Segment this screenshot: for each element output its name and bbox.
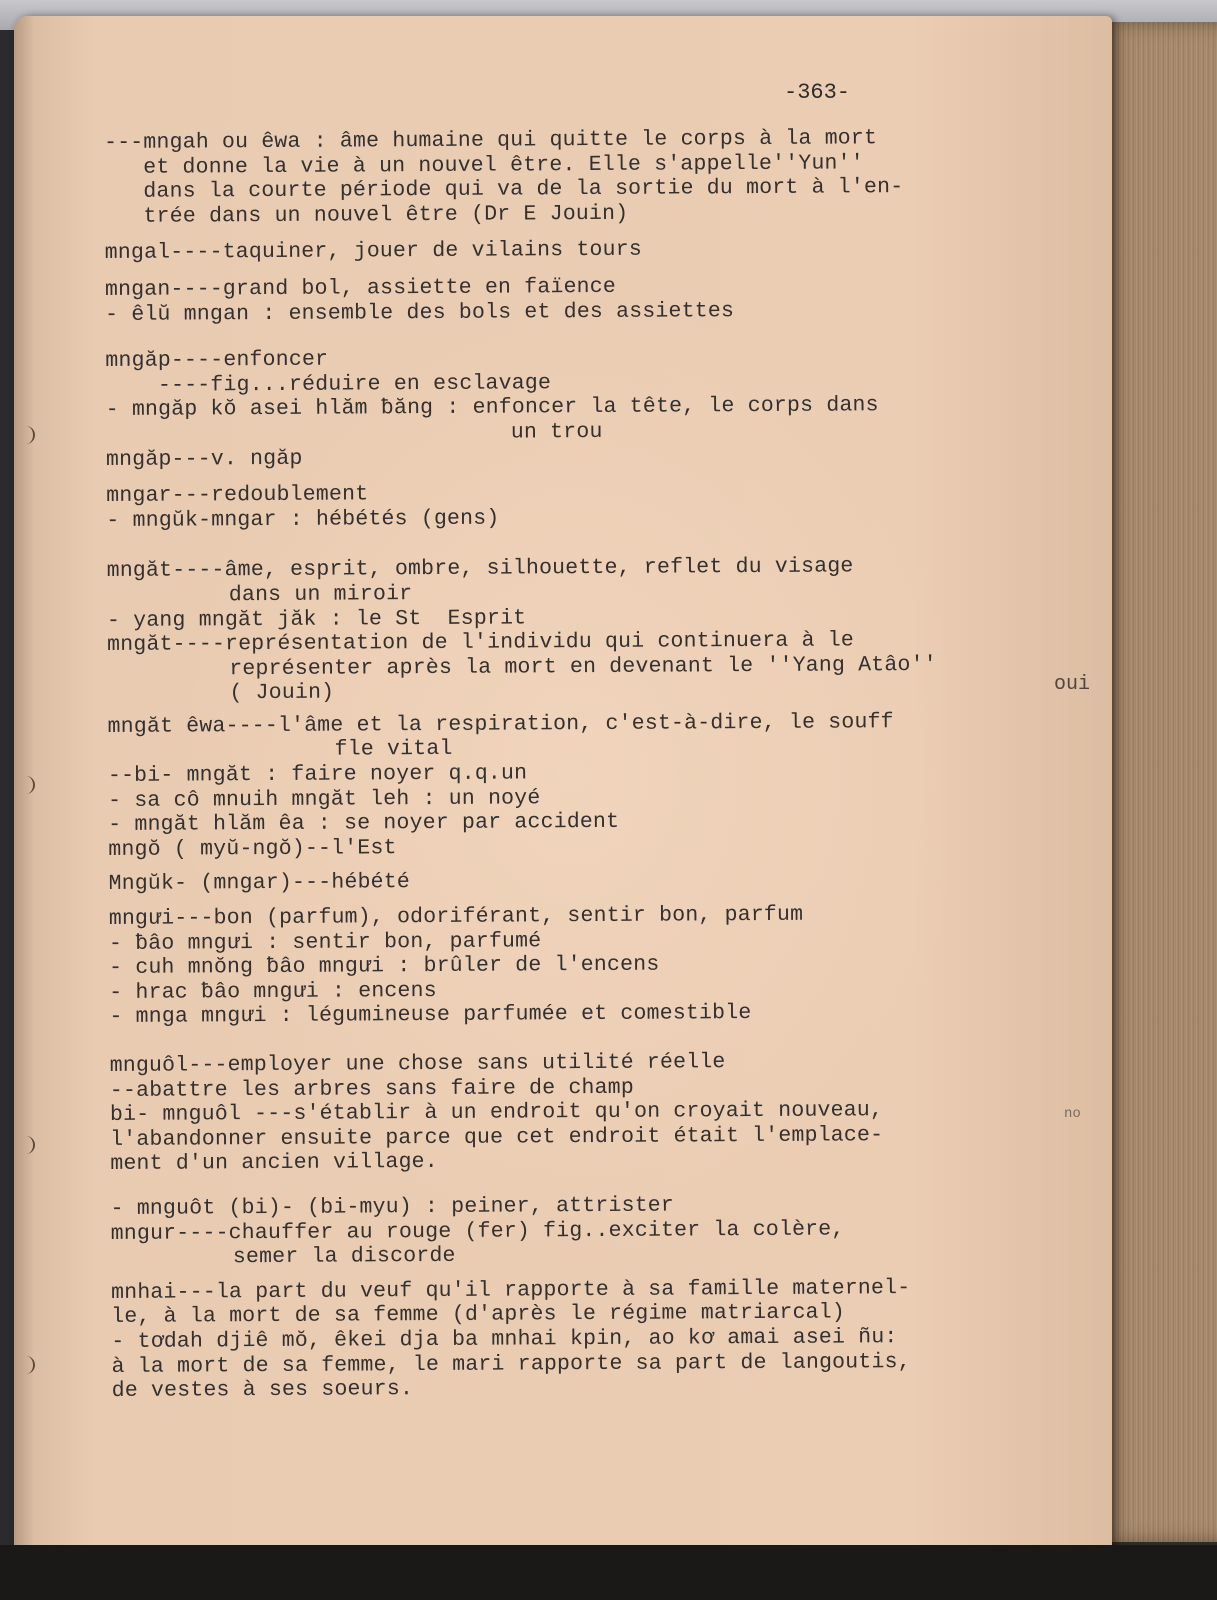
dictionary-entry [111, 1275, 1112, 1404]
entry-line: - sa cô mnuih mngăt leh : un noyé [108, 786, 541, 813]
entry-line: mngar---redoublement [106, 482, 369, 509]
dictionary-entry [107, 553, 1108, 707]
entry-line: ( Jouin) [229, 680, 335, 706]
entry-line: à la mort de sa femme, le mari rapporte sa part de langoutis, [111, 1349, 911, 1379]
entry-line: trée dans un nouvel être (Dr E Jouin) [143, 201, 629, 229]
entry-line: mngăt----représentation de l'individu qui continuera à le [107, 628, 855, 658]
dictionary-entry [110, 1048, 1111, 1177]
book-page [14, 16, 1112, 1568]
margin-note: no [1064, 1106, 1081, 1122]
entry-line: représenter après la mort en devenant le ''Yang Atâo'' [229, 652, 937, 681]
entry-line: l'abandonner ensuite parce que cet endroit était l'emplace- [110, 1123, 884, 1152]
entry-line: - mngŭk-mngar : hébétés (gens) [106, 506, 500, 533]
book-page-edges [1100, 22, 1217, 1542]
entry-line: mngăt êwa----l'âme et la respiration, c'est-à-dire, le souff [107, 710, 894, 739]
desk-background-bottom [0, 1545, 1217, 1600]
entry-line: - tơdah djiê mŏ, êkei dja ba mnhai kpin, ao kơ amai asei ñu: [111, 1325, 898, 1354]
dictionary-entry [105, 272, 1105, 327]
entry-line: bi- mnguôl ---s'établir à un endroit qu'on croyait nouveau, [109, 1098, 884, 1128]
entry-line: ment d'un ancien village. [110, 1150, 438, 1177]
entry-line: ---mngah ou êwa : âme humaine qui quitte le corps à la mort [104, 126, 878, 155]
entry-line: et donne la vie à un nouvel être. Elle s'appelle''Yun'' [143, 150, 864, 180]
margin-note: oui [1054, 673, 1091, 696]
entry-line: mngal----taquiner, jouer de vilains tours [104, 238, 642, 266]
entry-line: - mnga mngưi : légumineuse parfumée et comestible [109, 1001, 752, 1030]
entry-line: - mnguôt (bi)- (bi-myu) : peiner, attrister [110, 1193, 675, 1221]
entry-line: - mngăt hlăm êa : se noyer par accident [108, 810, 620, 838]
dictionary-entries [104, 125, 1112, 1404]
dictionary-entry [109, 901, 1110, 1030]
entry-line: mngur----chauffer au rouge (fer) fig..exciter la colère, [110, 1217, 845, 1246]
entry-line: le, à la mort de sa femme (d'après le régime matriarcal) [111, 1300, 846, 1330]
entry-line: - ƀâo mngưi : sentir bon, parfumé [108, 928, 542, 956]
entry-line: - yang mngăt jăk : le St Esprit [106, 605, 527, 633]
entry-line: --bi- mngăt : faire noyer q.q.un [107, 761, 528, 789]
dictionary-entry [104, 125, 1105, 229]
entry-line: fle vital [229, 737, 453, 763]
dictionary-entry [108, 709, 1109, 863]
entry-line: - cuh mnŏng ƀâo mngưi : brûler de l'encens [109, 952, 660, 981]
entry-line: mngŏ ( myŭ-ngŏ)--l'Est [108, 836, 397, 862]
entry-line: mngan----grand bol, assiette en faïence [104, 274, 617, 302]
entry-line: mngăt----âme, esprit, ombre, silhouette, reflet du visage [106, 554, 854, 584]
entry-line: - mngăp kŏ asei hlăm ƀăng : enfoncer la tête, le corps dans [105, 393, 879, 423]
entry-line: - hrac ƀâo mngưi : encens [109, 978, 437, 1005]
entry-line: semer la discorde [232, 1244, 456, 1270]
entry-line: dans un miroir [228, 582, 413, 608]
entry-line: mngăp----enfoncer [105, 347, 329, 374]
entry-line: de vestes à ses soeurs. [111, 1377, 414, 1404]
entry-line: ----fig...réduire en esclavage [105, 371, 552, 398]
page-number: -363- [784, 80, 851, 105]
dictionary-entry [105, 343, 1106, 472]
dictionary-entry [106, 478, 1106, 533]
entry-line: - êlŭ mngan : ensemble des bols et des assiettes [105, 298, 735, 327]
entry-line: mngưi---bon (parfum), odoriférant, sentir bon, parfum [108, 902, 804, 932]
entry-line: dans la courte période qui va de la sortie du mort à l'en- [143, 175, 904, 204]
entry-line: --abattre les arbres sans faire de champ [109, 1075, 635, 1103]
entry-line: mnhai---la part du veuf qu'il rapporte à sa famille maternel- [111, 1275, 911, 1305]
entry-line: mnguôl---employer une chose sans utilité réelle [109, 1050, 726, 1078]
entry-line: mngăp---v. ngăp [105, 446, 303, 472]
entry-line: Mngŭk- (mngar)---hébété [108, 870, 411, 897]
entry-line: un trou [510, 419, 603, 445]
dictionary-entry [111, 1191, 1111, 1271]
